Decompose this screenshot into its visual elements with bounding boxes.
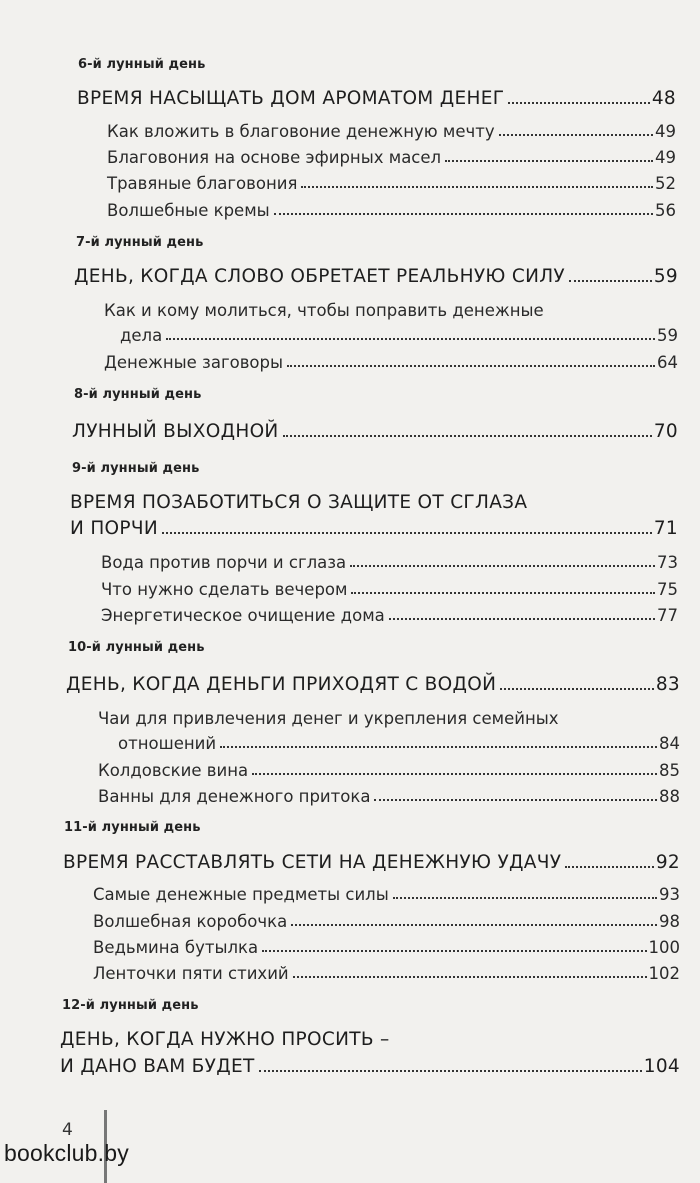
leader-dots <box>291 924 657 926</box>
leader-dots <box>301 186 653 188</box>
toc-chapter-title[interactable] <box>66 674 680 695</box>
leader-dots <box>499 134 653 136</box>
toc-item[interactable] <box>107 148 676 167</box>
page-ref: 88 <box>659 787 680 806</box>
leader-dots <box>162 532 652 534</box>
item-label: Самые денежные предметы силы <box>93 885 389 904</box>
page-ref: 59 <box>657 326 678 345</box>
item-label-line1: Как и кому молиться, чтобы поправить денежные <box>104 301 544 320</box>
leader-dots <box>351 592 655 594</box>
chapter-title-text: ЛУННЫЙ ВЫХОДНОЙ <box>72 421 279 442</box>
chapter-title-text: ДЕНЬ, КОГДА СЛОВО ОБРЕТАЕТ РЕАЛЬНУЮ СИЛУ <box>74 266 566 287</box>
page-ref: 75 <box>657 580 678 599</box>
item-label-line1: Чаи для привлечения денег и укрепления семейных <box>98 709 559 728</box>
item-label: Энергетическое очищение дома <box>101 606 385 625</box>
day-label: 8-й лунный день <box>74 387 202 402</box>
page-ref: 84 <box>659 734 680 753</box>
item-label: Денежные заговоры <box>104 353 284 372</box>
day-label: 12-й лунный день <box>62 998 199 1013</box>
leader-dots <box>393 897 657 899</box>
page-ref: 48 <box>651 88 676 109</box>
toc-item[interactable] <box>101 553 678 572</box>
page-ref: 71 <box>653 518 678 539</box>
toc-chapter-title[interactable] <box>70 518 678 539</box>
item-label: Колдовские вина <box>98 761 249 780</box>
chapter-title-text: И ДАНО ВАМ БУДЕТ <box>60 1056 255 1077</box>
page-ref: 77 <box>657 606 678 625</box>
chapter-title-text: ВРЕМЯ РАССТАВЛЯТЬ СЕТИ НА ДЕНЕЖНУЮ УДАЧУ <box>63 852 562 873</box>
page-ref: 83 <box>655 674 680 695</box>
leader-dots <box>565 866 654 868</box>
item-label: Ведьмина бутылка <box>93 938 259 957</box>
item-label: Травяные благовония <box>107 174 298 193</box>
leader-dots <box>569 280 652 282</box>
leader-dots <box>293 976 647 978</box>
leader-dots <box>445 160 653 162</box>
leader-dots <box>259 1070 642 1072</box>
chapter-title-line1: ДЕНЬ, КОГДА НУЖНО ПРОСИТЬ – <box>60 1029 390 1050</box>
toc-chapter-title[interactable] <box>63 852 680 873</box>
page-ref: 49 <box>655 122 676 141</box>
item-label: Ленточки пяти стихий <box>93 964 289 983</box>
leader-dots <box>374 799 657 801</box>
leader-dots <box>508 102 650 104</box>
day-label: 6-й лунный день <box>78 57 206 72</box>
page-ref: 59 <box>653 266 678 287</box>
item-label: Ванны для денежного притока <box>98 787 371 806</box>
page-ref: 98 <box>659 912 680 931</box>
day-label: 10-й лунный день <box>68 640 205 655</box>
toc-item[interactable] <box>93 964 680 983</box>
leader-dots <box>166 338 655 340</box>
chapter-title-text: И ПОРЧИ <box>70 518 158 539</box>
leader-dots <box>283 435 652 437</box>
toc-item[interactable] <box>98 761 680 780</box>
page-ref: 104 <box>643 1056 680 1077</box>
toc-item[interactable] <box>101 606 678 625</box>
page-number: 4 <box>62 1120 73 1140</box>
leader-dots <box>350 565 655 567</box>
toc-item[interactable] <box>118 734 680 753</box>
page-ref: 49 <box>655 148 676 167</box>
day-label: 9-й лунный день <box>72 461 200 476</box>
toc-item[interactable] <box>93 912 680 931</box>
leader-dots <box>274 213 653 215</box>
item-label: Волшебная коробочка <box>93 912 288 931</box>
page-ref: 102 <box>648 964 680 983</box>
toc-item[interactable] <box>107 201 676 220</box>
leader-dots <box>220 746 657 748</box>
leader-dots <box>262 950 646 952</box>
toc-item[interactable] <box>107 174 676 193</box>
toc-item[interactable] <box>93 938 680 957</box>
day-label: 11-й лунный день <box>64 820 201 835</box>
page-ref: 56 <box>655 201 676 220</box>
leader-dots <box>252 773 657 775</box>
page-ref: 93 <box>659 885 680 904</box>
toc-chapter-title[interactable] <box>60 1056 680 1077</box>
item-label: дела <box>120 326 163 345</box>
watermark-text: bookclub.by <box>4 1140 129 1166</box>
page-ref: 85 <box>659 761 680 780</box>
toc-chapter-title[interactable] <box>72 421 678 442</box>
toc-item[interactable] <box>120 326 678 345</box>
day-label: 7-й лунный день <box>76 235 204 250</box>
leader-dots <box>500 688 654 690</box>
toc-item[interactable] <box>98 787 680 806</box>
toc-item[interactable] <box>93 885 680 904</box>
chapter-title-line1: ВРЕМЯ ПОЗАБОТИТЬСЯ О ЗАЩИТЕ ОТ СГЛАЗА <box>70 492 528 513</box>
toc-chapter-title[interactable] <box>77 88 676 109</box>
page-ref: 52 <box>655 174 676 193</box>
page-ref: 92 <box>655 852 680 873</box>
chapter-title-text: ВРЕМЯ НАСЫЩАТЬ ДОМ АРОМАТОМ ДЕНЕГ <box>77 88 505 109</box>
item-label: Что нужно сделать вечером <box>101 580 348 599</box>
page-ref: 70 <box>653 421 678 442</box>
item-label: отношений <box>118 734 217 753</box>
chapter-title-text: ДЕНЬ, КОГДА ДЕНЬГИ ПРИХОДЯТ С ВОДОЙ <box>66 674 497 695</box>
toc-item[interactable] <box>104 353 678 372</box>
leader-dots <box>287 365 655 367</box>
page-ref: 73 <box>657 553 678 572</box>
item-label: Благовония на основе эфирных масел <box>107 148 442 167</box>
toc-item[interactable] <box>107 122 676 141</box>
toc-chapter-title[interactable] <box>74 266 678 287</box>
item-label: Как вложить в благовоние денежную мечту <box>107 122 495 141</box>
item-label: Волшебные кремы <box>107 201 270 220</box>
page-ref: 100 <box>648 938 680 957</box>
item-label: Вода против порчи и сглаза <box>101 553 347 572</box>
toc-item[interactable] <box>101 580 678 599</box>
leader-dots <box>389 618 655 620</box>
page-ref: 64 <box>657 353 678 372</box>
